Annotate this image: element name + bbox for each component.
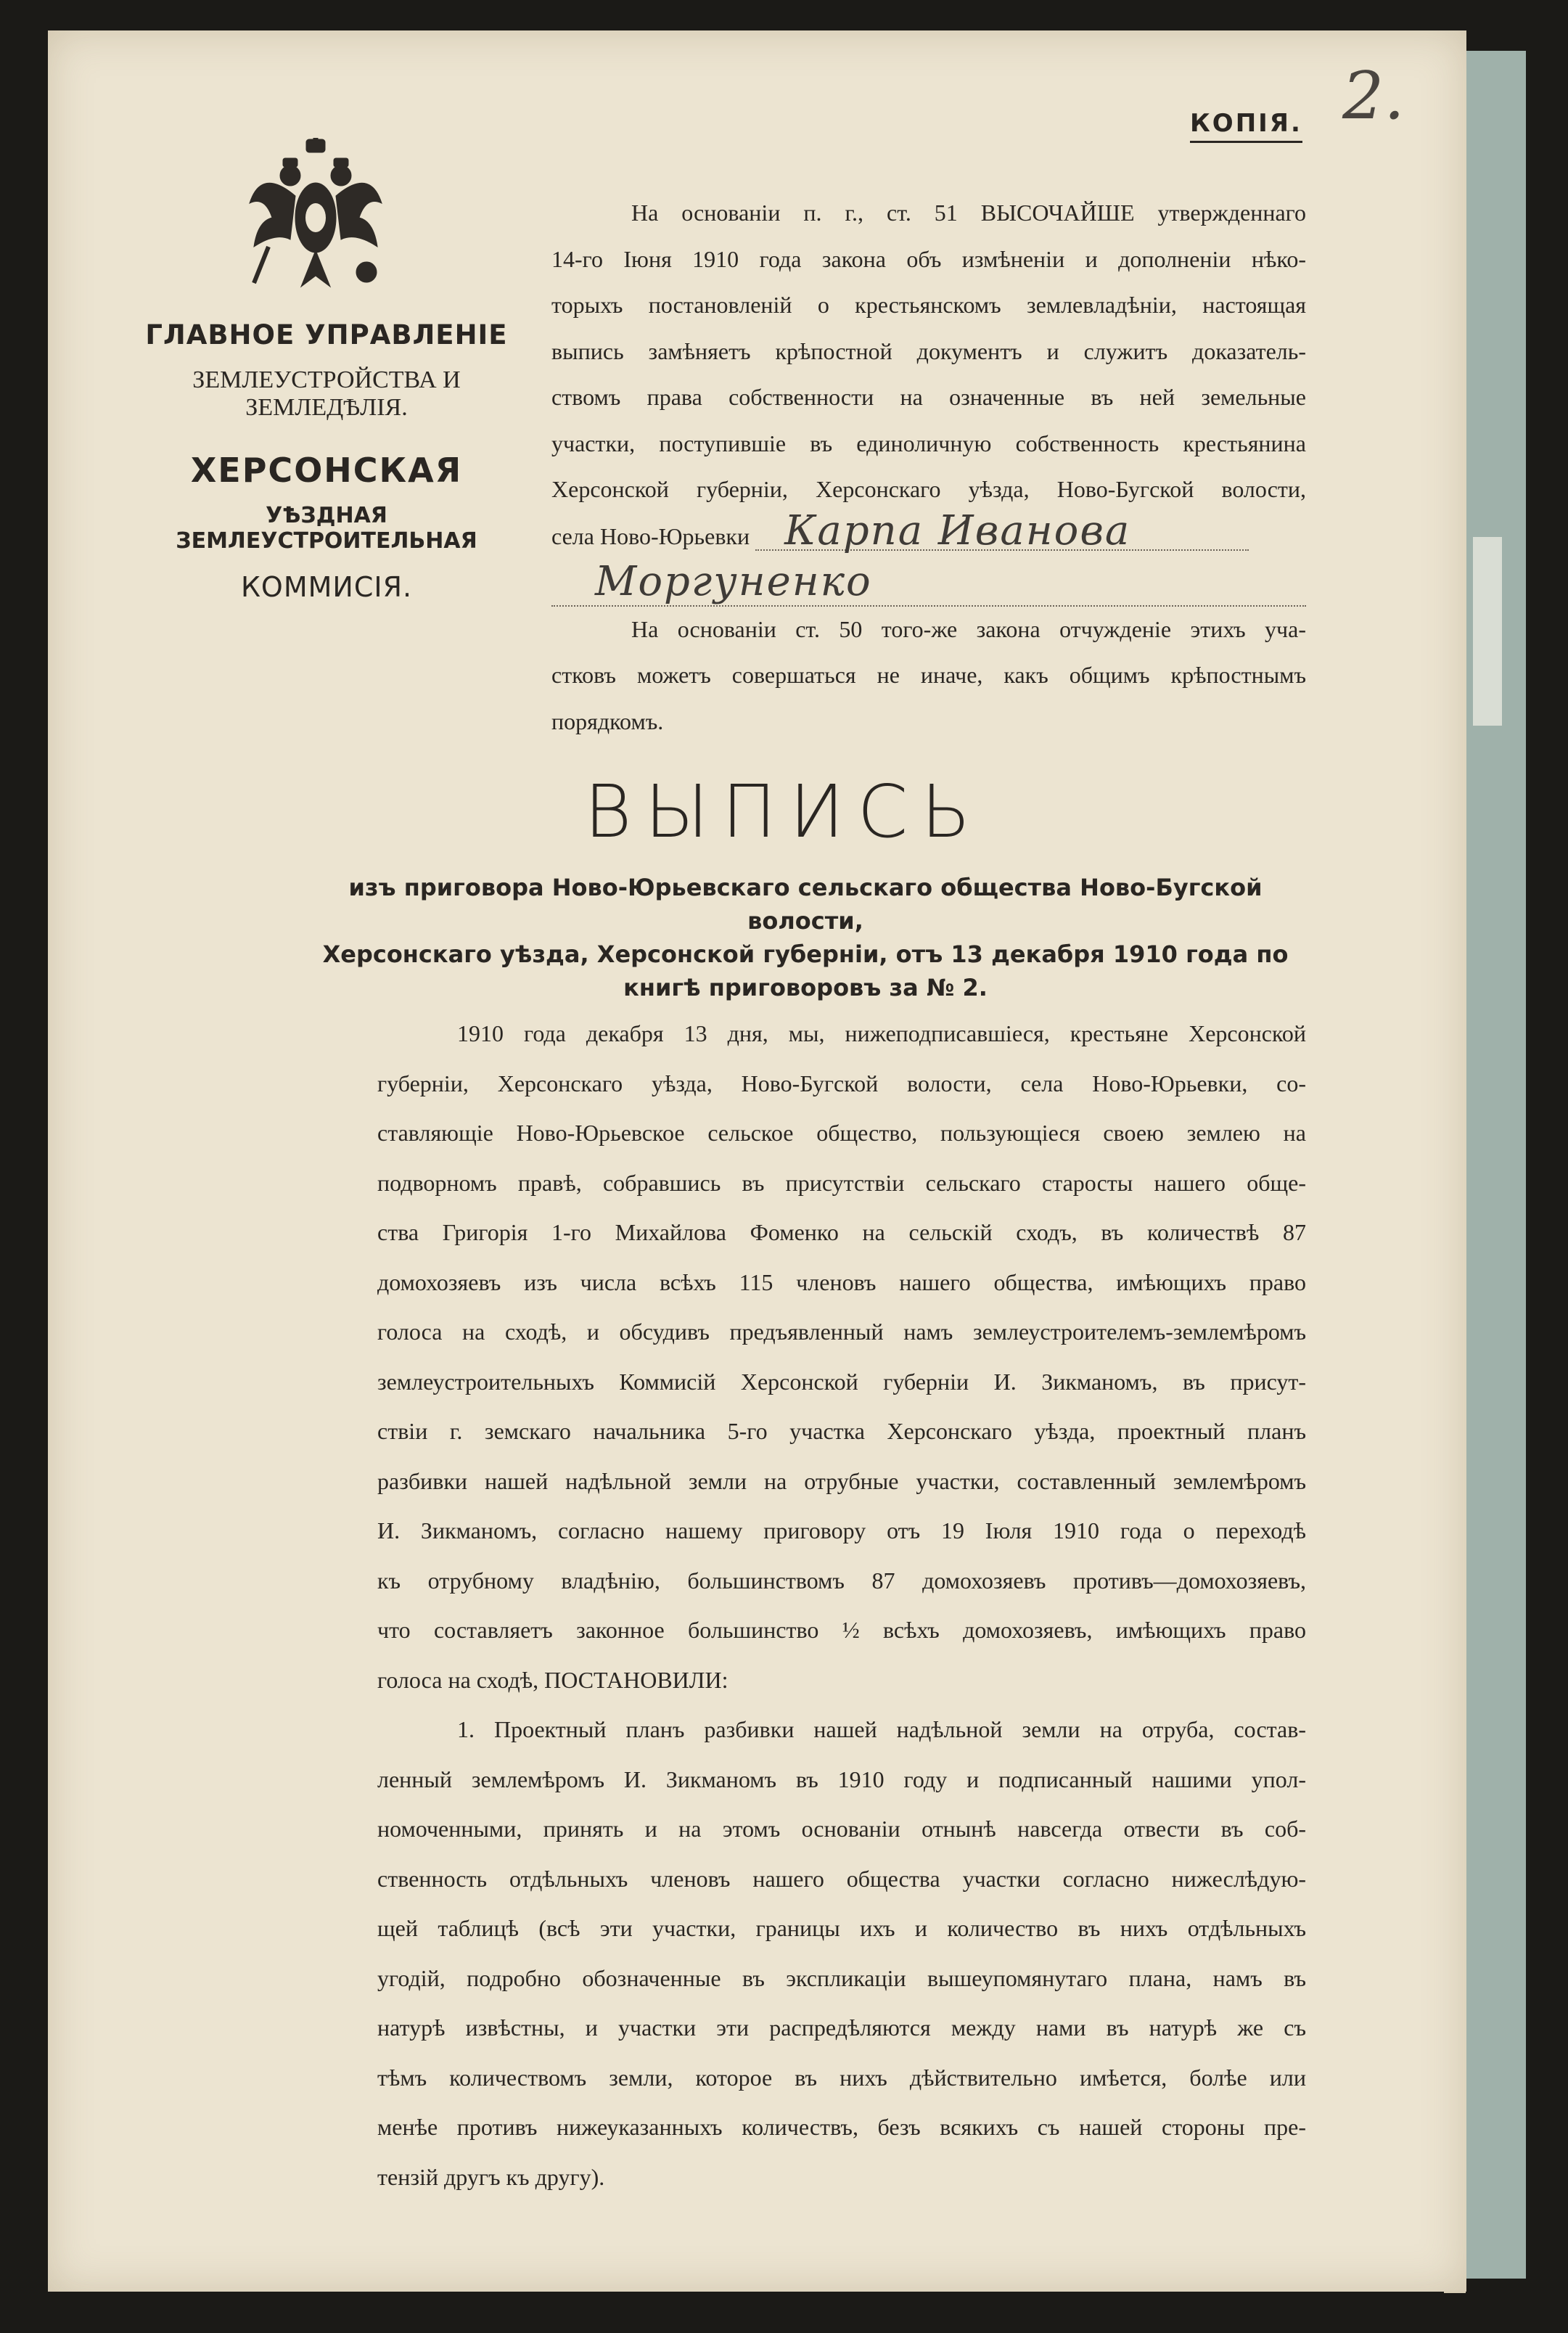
back-paper-strip	[1473, 537, 1502, 726]
body-line: голоса на сходѣ, ПОСТАНОВИЛИ:	[377, 1666, 728, 1693]
owner-surname-handwritten: Моргуненко	[595, 558, 872, 605]
masthead-line-4: УѢЗДНАЯ ЗЕМЛЕУСТРОИТЕЛЬНАЯ	[176, 503, 477, 554]
legal-statement	[551, 190, 1306, 745]
body-line: тѣмъ количествомъ земли, которое въ нихъ дѣйствительно имѣется, болѣе или	[377, 2064, 1306, 2091]
body-line: голоса на сходѣ, и обсудивъ предъявленный намъ землеустроителемъ-землемѣромъ	[377, 1319, 1306, 1345]
body-line: ставляющіе Ново-Юрьевское сельское общество, пользующіеся своею землею на	[377, 1120, 1306, 1146]
body-line: номоченными, принять и на этомъ основаніи отнынѣ навсегда отвести въ соб-	[377, 1816, 1306, 1842]
body-line: щей таблицѣ (всѣ эти участки, границы ихъ и количество въ нихъ отдѣльныхъ	[377, 1915, 1306, 1941]
masthead-line-1: ГЛАВНОЕ УПРАВЛЕНІЕ	[145, 319, 508, 350]
body-line: къ отрубному владѣнію, большинствомъ 87 домохозяевъ противъ—домохозяевъ,	[377, 1567, 1306, 1594]
statement-line: стковъ можетъ совершаться не иначе, какъ общимъ крѣпостнымъ	[551, 662, 1306, 688]
statement-line: Херсонской губерніи, Херсонскаго уѣзда, Ново-Бугской волости,	[551, 476, 1306, 502]
masthead	[138, 319, 515, 603]
subtitle-line: изъ приговора Ново-Юрьевскаго сельскаго общества Ново-Бугской волости,	[348, 874, 1263, 935]
body-line: ленный землемѣромъ И. Зикманомъ въ 1910 году и подписанный нашими упол-	[377, 1766, 1306, 1792]
body-line: ствіи г. земскаго начальника 5-го участка Херсонскаго уѣзда, проектный планъ	[377, 1418, 1306, 1444]
body-line: подворномъ правѣ, собравшись въ присутствіи сельскаго старосты нашего обще-	[377, 1169, 1306, 1196]
masthead-line-2: ЗЕМЛЕУСТРОЙСТВА И ЗЕМЛЕДѢЛІЯ.	[192, 366, 461, 421]
statement-line: 14-го Іюня 1910 года закона объ измѣненіи и дополненіи нѣко-	[551, 245, 1306, 272]
statement-line: порядкомъ.	[551, 708, 664, 734]
copy-stamp: КОПІЯ.	[1190, 109, 1302, 143]
masthead-line-5: КОММИСІЯ.	[240, 571, 413, 603]
statement-line: торыхъ постановленій о крестьянскомъ землевладѣніи, настоящая	[551, 292, 1306, 318]
document-title: ВЫПИСЬ	[584, 769, 984, 854]
body-line: домохозяевъ изъ числа всѣхъ 115 членовъ нашего общества, имѣющихъ право	[377, 1268, 1306, 1295]
owner-line-2	[551, 559, 1306, 607]
body-line: И. Зикманомъ, согласно нашему приговору отъ 19 Іюля 1910 года о переходѣ	[377, 1517, 1306, 1543]
body-line: менѣе противъ нижеуказанныхъ количествъ, безъ всякихъ съ нашей стороны пре-	[377, 2114, 1306, 2140]
body-line: угодій, подробно обозначенные въ экспликаціи вышеупомянутаго плана, намъ въ	[377, 1964, 1306, 1991]
body-line: губерніи, Херсонскаго уѣзда, Ново-Бугской волости, села Ново-Юрьевки, со-	[377, 1070, 1306, 1096]
statement-line: выпись замѣняетъ крѣпостной документъ и служитъ доказатель-	[551, 337, 1306, 364]
subtitle-line: книгѣ приговоровъ за № 2.	[623, 974, 988, 1001]
masthead-line-3: ХЕРСОНСКАЯ	[190, 451, 463, 490]
body-line: 1910 года декабря 13 дня, мы, нижеподписавшіеся, крестьяне Херсонской	[457, 1020, 1306, 1046]
subtitle-line: Херсонскаго уѣзда, Херсонской губерніи, отъ 13 декабря 1910 года по	[322, 940, 1289, 968]
statement-line: На основаніи п. г., ст. 51 ВЫСОЧАЙШЕ утвержденнаго	[631, 200, 1306, 226]
body-line: что составляетъ законное большинство ½ всѣхъ домохозяевъ, имѣющихъ право	[377, 1617, 1306, 1643]
document-subtitle	[305, 871, 1306, 1004]
body-line: ства Григорія 1-го Михайлова Фоменко на сельскій сходъ, въ количествѣ 87	[377, 1219, 1306, 1245]
page-number: 2.	[1342, 58, 1405, 134]
double-headed-eagle-icon	[247, 138, 385, 305]
body-line: ственность отдѣльныхъ членовъ нашего общества участки согласно нижеслѣдую-	[377, 1865, 1306, 1892]
document-body	[377, 1009, 1306, 2202]
statement-line: На основаніи ст. 50 того-же закона отчужденіе этихъ уча-	[631, 615, 1306, 642]
body-line: землеустроительныхъ Коммисій Херсонской губерніи И. Зикманомъ, въ присут-	[377, 1368, 1306, 1395]
statement-line: участки, поступившіе въ единоличную собственность крестьянина	[551, 430, 1306, 456]
statement-line: ствомъ права собственности на означенные въ ней земельные	[551, 384, 1306, 410]
body-line: разбивки нашей надѣльной земли на отрубные участки, составленный землемѣромъ	[377, 1467, 1306, 1494]
owner-line-1	[551, 507, 1306, 559]
village-prefix: села Ново-Юрьевки	[551, 522, 750, 549]
owner-name-handwritten: Карпа Иванова	[755, 513, 1249, 551]
body-line: 1. Проектный планъ разбивки нашей надѣльной земли на отруба, состав-	[457, 1716, 1306, 1742]
body-line: натурѣ извѣстны, и участки эти распредѣляются между нами въ натурѣ же съ	[377, 2014, 1306, 2041]
body-line: тензій другъ къ другу).	[377, 2163, 605, 2190]
